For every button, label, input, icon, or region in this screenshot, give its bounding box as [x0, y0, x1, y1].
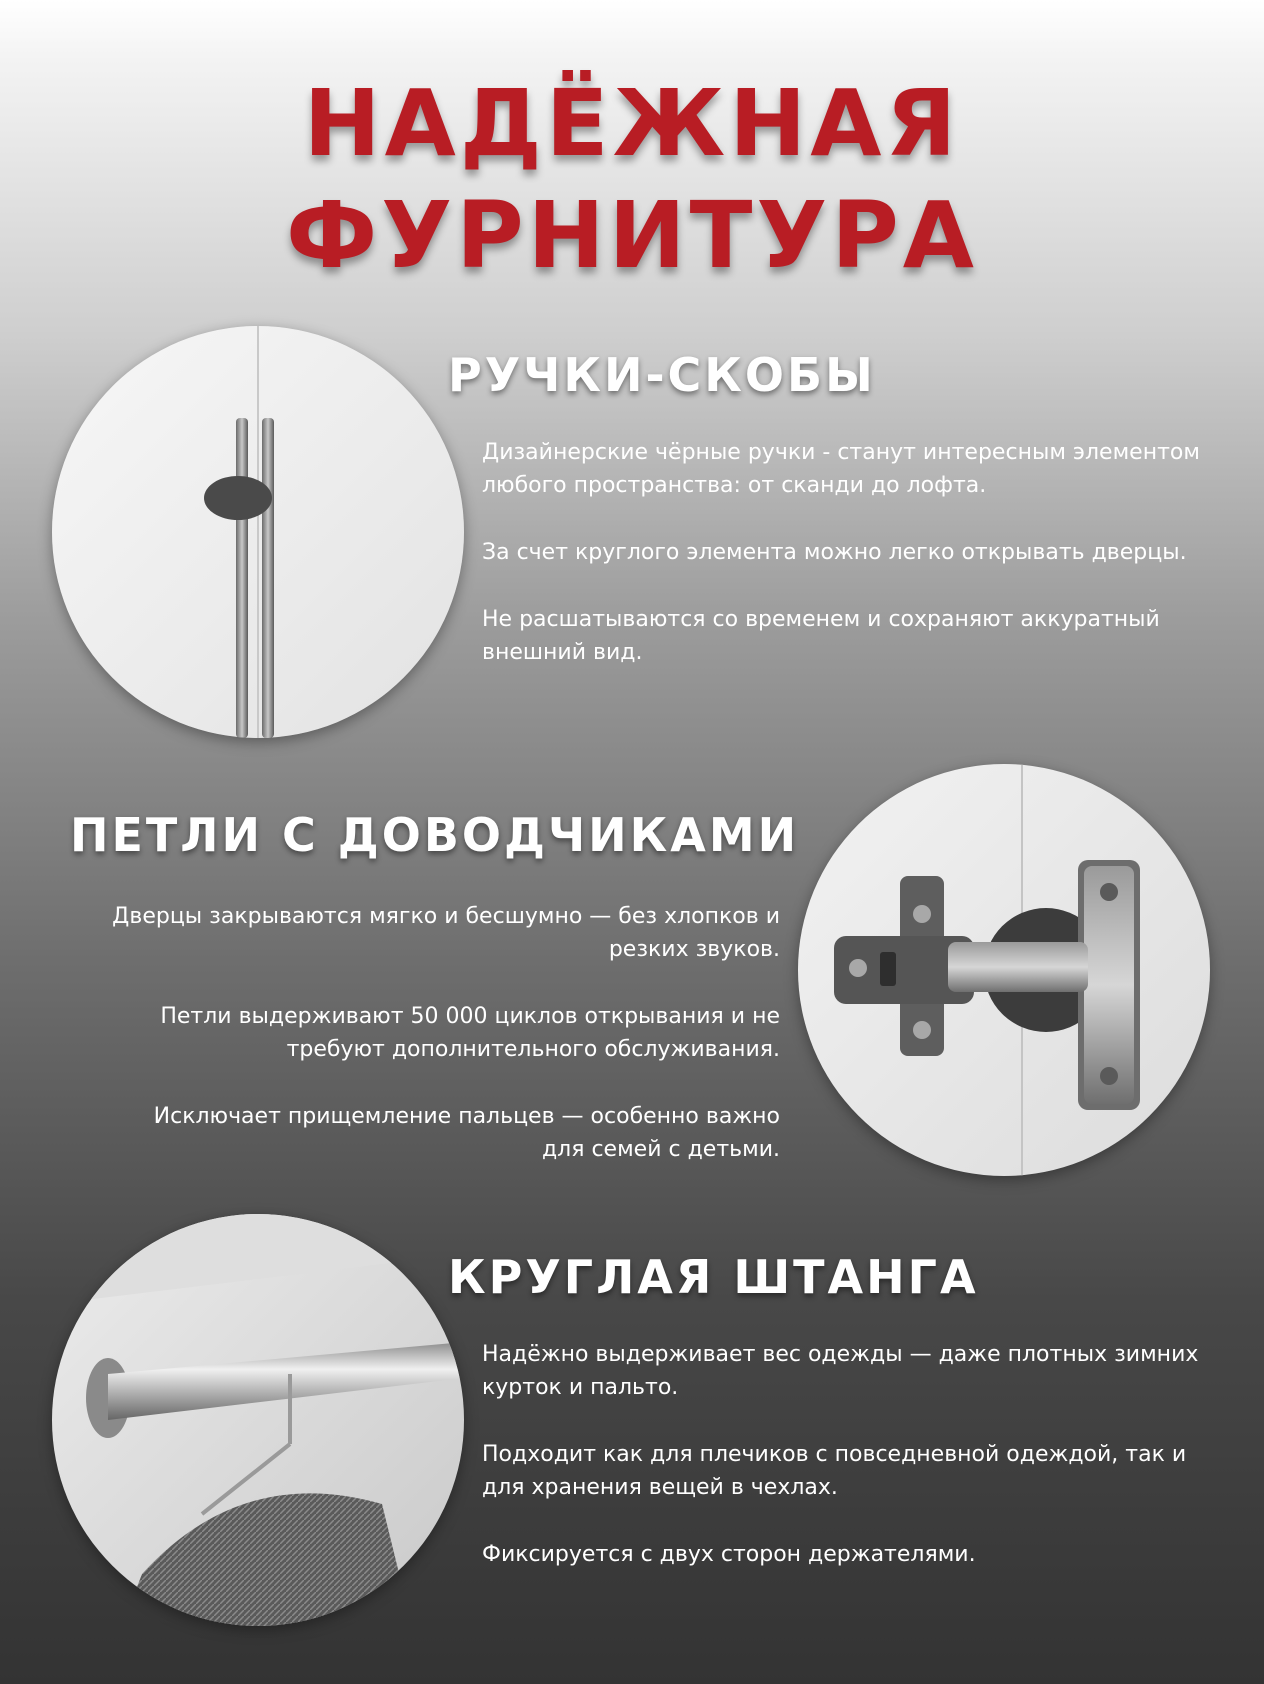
page-title-line2: ФУРНИТУРА: [286, 182, 978, 289]
rod-text-1: Надёжно выдерживает вес одежды — даже плотных зимних курток и пальто.: [482, 1342, 1199, 1400]
handles-text-2: За счет круглого элемента можно легко открывать дверцы.: [482, 540, 1187, 565]
section-heading-handles: РУЧКИ-СКОБЫ: [448, 348, 876, 402]
hinges-text-3: Исключает прищемление пальцев — особенно важно для семей с детьми.: [153, 1104, 780, 1162]
hinges-text-2: Петли выдерживают 50 000 циклов открывания и не требуют дополнительного обслуживания.: [160, 1004, 780, 1062]
handle-photo: [52, 326, 464, 738]
hinges-text-1: Дверцы закрываются мягко и бесшумно — без хлопков и резких звуков.: [112, 904, 780, 962]
rod-text-2: Подходит как для плечиков с повседневной одеждой, так и для хранения вещей в чехлах.: [482, 1442, 1187, 1500]
rod-description: [482, 1338, 1222, 1605]
hinges-description: [110, 900, 780, 1200]
section-heading-hinges: ПЕТЛИ С ДОВОДЧИКАМИ: [70, 808, 800, 862]
page-title-line1: НАДЁЖНАЯ: [303, 70, 961, 177]
rod-text-3: Фиксируется с двух сторон держателями.: [482, 1542, 976, 1567]
rod-photo: [52, 1214, 464, 1626]
handles-text-3: Не расшатываются со временем и сохраняют аккуратный внешний вид.: [482, 607, 1160, 665]
handles-text-1: Дизайнерские чёрные ручки - станут интересным элементом любого пространства: от сканди до лофта.: [482, 440, 1200, 498]
handles-description: [482, 436, 1222, 703]
section-heading-rod: КРУГЛАЯ ШТАНГА: [448, 1250, 979, 1304]
hinge-photo: [798, 764, 1210, 1176]
